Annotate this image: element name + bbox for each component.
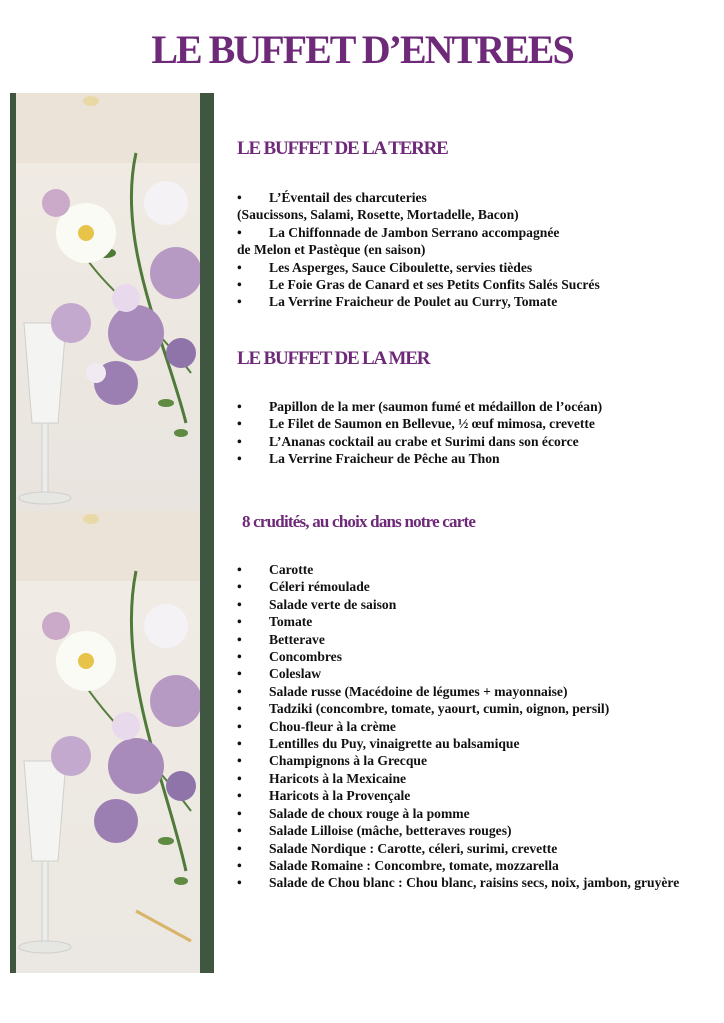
list-item: • Le Filet de Saumon en Bellevue, ½ œuf mimosa, crevette [237, 415, 707, 432]
list-item: • Le Foie Gras de Canard et ses Petits Confits Salés Sucrés [237, 276, 707, 293]
list-item: • La Verrine Fraicheur de Pêche au Thon [237, 450, 707, 467]
list-item: • L’Éventail des charcuteries [237, 189, 707, 206]
list-item: • Salade verte de saison [237, 596, 707, 613]
mer-item-list [237, 398, 707, 468]
list-item: • L’Ananas cocktail au crabe et Surimi dans son écorce [237, 433, 707, 450]
flower-bouquet-photo [16, 93, 200, 511]
page-title: LE BUFFET D’ENTREES [151, 27, 573, 72]
list-item: • Salade de Chou blanc : Chou blanc, raisins secs, noix, jambon, gruyère [237, 874, 707, 891]
list-item: • Salade Nordique : Carotte, céleri, surimi, crevette [237, 840, 707, 857]
list-item: • Chou-fleur à la crème [237, 718, 707, 735]
list-item: • Coleslaw [237, 665, 707, 682]
flower-bouquet-photo [16, 511, 200, 973]
list-item: • Concombres [237, 648, 707, 665]
list-item: • Papillon de la mer (saumon fumé et médaillon de l’océan) [237, 398, 707, 415]
section-title-mer: LE BUFFET DE LA MER [237, 348, 430, 369]
list-item: • Carotte [237, 561, 707, 578]
list-item: • Les Asperges, Sauce Ciboulette, servies tièdes [237, 259, 707, 276]
list-item: • Salade Lilloise (mâche, betteraves rouges) [237, 822, 707, 839]
list-item: • Haricots à la Provençale [237, 787, 707, 804]
list-item: • Haricots à la Mexicaine [237, 770, 707, 787]
list-item: • Tomate [237, 613, 707, 630]
list-item: • Betterave [237, 631, 707, 648]
list-item: • Tadziki (concombre, tomate, yaourt, cumin, oignon, persil) [237, 700, 707, 717]
list-item-note: (Saucissons, Salami, Rosette, Mortadelle, Bacon) [237, 207, 519, 223]
section-title-terre: LE BUFFET DE LA TERRE [237, 138, 448, 159]
list-item: • Céleri rémoulade [237, 578, 707, 595]
list-item: • Salade de choux rouge à la pomme [237, 805, 707, 822]
terre-item-list [237, 189, 707, 311]
list-item: • Lentilles du Puy, vinaigrette au balsamique [237, 735, 707, 752]
list-item: • Salade russe (Macédoine de légumes + mayonnaise) [237, 683, 707, 700]
list-item: • Salade Romaine : Concombre, tomate, mozzarella [237, 857, 707, 874]
section-title-crudites: 8 crudités, au choix dans notre carte [242, 512, 476, 531]
list-item-note: de Melon et Pastèque (en saison) [237, 242, 426, 258]
list-item: • Champignons à la Grecque [237, 752, 707, 769]
crudites-item-list [237, 561, 707, 892]
list-item: • La Chiffonnade de Jambon Serrano accompagnée [237, 224, 707, 241]
list-item: • La Verrine Fraicheur de Poulet au Curry, Tomate [237, 293, 707, 310]
